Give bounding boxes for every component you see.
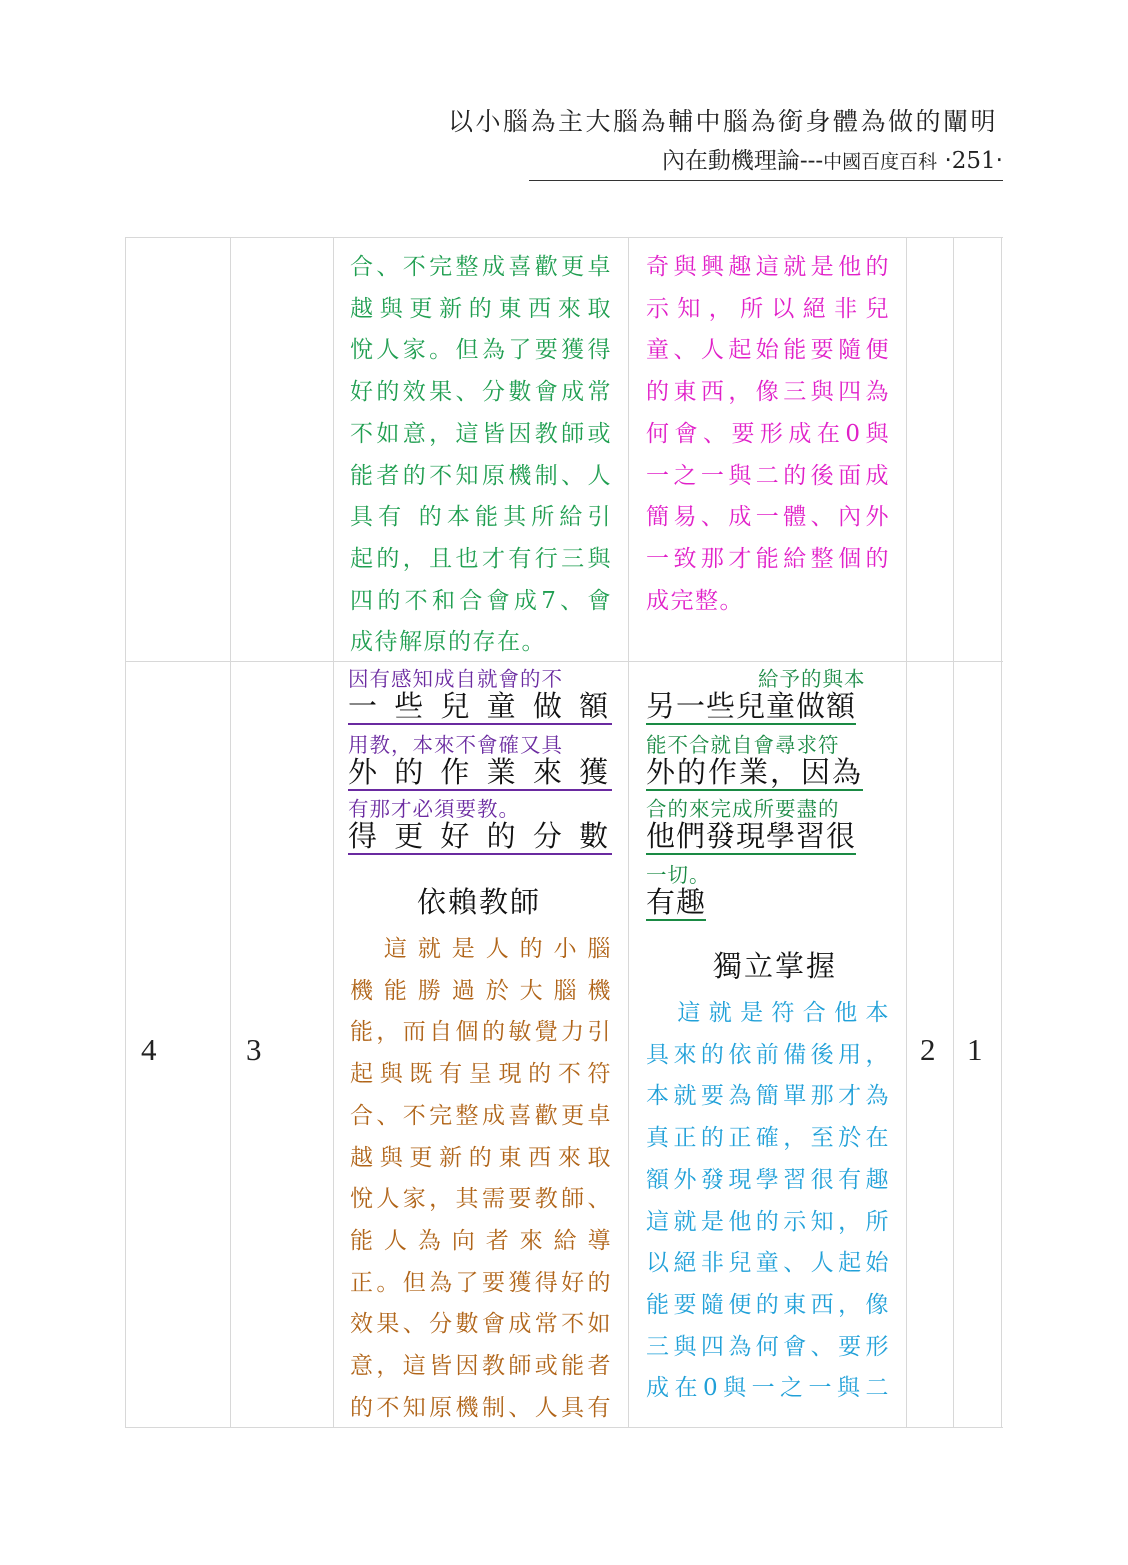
right-note-4: 一切。 [646, 863, 711, 887]
text-line: 簡易、成一體、內外 [646, 504, 890, 531]
subtitle-main: 內在動機理論--- [661, 148, 824, 174]
text-line: 奇與興趣這就是他的 [646, 254, 890, 280]
text-line: 以絕非兒童、人起始 [646, 1250, 890, 1277]
text-line: 這就是符合他本 [646, 1000, 890, 1026]
left-note-2: 用教，本來不會確又具 [348, 733, 563, 757]
text-line: 合、不完整成喜歡更卓 [350, 254, 612, 280]
text-line: 成在0與一之一與二 [646, 1375, 890, 1402]
row2-number-3: 3 [246, 1032, 262, 1067]
text-line: 本就要為簡單那才為 [646, 1083, 890, 1110]
row2-number-2: 2 [920, 1032, 936, 1067]
left-note-1: 因有感知成自就會的不 [348, 667, 563, 691]
text-line: 悅人家。但為了要獲得 [350, 337, 612, 364]
text-line: 正。但為了要獲得好的 [350, 1269, 612, 1296]
page-number: ‧251‧ [944, 148, 1003, 174]
right-statement-4: 有趣 [646, 885, 707, 919]
row2-number-4: 4 [141, 1032, 157, 1067]
text-line: 示知，所以絕非兒 [646, 295, 890, 322]
text-line: 成待解原的存在。 [350, 629, 546, 656]
text-line: 具有 的本能其所給引 [350, 504, 612, 531]
text-line: 起與既有呈現的不符 [350, 1061, 612, 1088]
text-line: 的東西，像三與四為 [646, 379, 890, 406]
text-line: 具來的依前備後用， [646, 1041, 890, 1068]
text-line: 機能勝過於大腦機 [350, 977, 612, 1004]
text-line: 三與四為何會、要形 [646, 1333, 890, 1360]
right-note-1: 給予的與本 [758, 667, 866, 691]
row1-col3-text [350, 247, 612, 664]
text-line: 能人為向者來給導 [350, 1227, 612, 1254]
text-line: 效果、分數會成常不如 [350, 1311, 612, 1338]
left-heading: 依賴教師 [417, 885, 542, 919]
text-line: 能，而自個的敏覺力引 [350, 1019, 612, 1046]
text-line: 合、不完整成喜歡更卓 [350, 1102, 612, 1129]
text-line: 一致那才能給整個的 [646, 545, 890, 572]
text-line: 四的不和合會成7、會 [350, 587, 612, 614]
text-line: 額外發現學習很有趣 [646, 1166, 890, 1193]
right-note-3: 合的來完成所要盡的 [646, 797, 840, 821]
right-statement-1: 另一些兒童做額 [646, 689, 857, 723]
text-line: 何會、要形成在0與 [646, 420, 890, 447]
right-paragraph [646, 993, 890, 1410]
text-line: 能者的不知原機制、人 [350, 462, 612, 489]
text-line: 一之一與二的後面成 [646, 462, 890, 489]
left-statement-1: 一 些 兒 童 做 額 [348, 689, 613, 723]
text-line: 這就是人的小腦 [350, 936, 612, 962]
running-subtitle [529, 145, 1003, 181]
text-line: 意，這皆因教師或能者 [350, 1353, 612, 1380]
text-line: 真正的正確，至於在 [646, 1125, 890, 1152]
right-statement-2: 外的作業，因為 [646, 755, 864, 789]
text-line: 成完整。 [646, 587, 744, 614]
left-paragraph [350, 929, 612, 1429]
text-line: 越與更新的東西來取 [350, 1144, 612, 1171]
row2-number-1: 1 [967, 1032, 983, 1067]
right-heading: 獨立掌握 [713, 949, 838, 983]
right-note-2: 能不合就自會尋求符 [646, 733, 840, 757]
row1-col4-text [646, 247, 890, 622]
left-statement-2: 外 的 作 業 來 獲 [348, 755, 613, 789]
left-note-3: 有那才必須要教。 [348, 797, 520, 821]
text-line: 悅人家，其需要教師、 [350, 1186, 612, 1213]
running-title: 以小腦為主大腦為輔中腦為銜身體為做的闡明 [447, 107, 998, 136]
left-statement-3: 得 更 好 的 分 數 [348, 819, 613, 853]
subtitle-source: 中國百度百科 [823, 151, 938, 173]
text-line: 童、人起始能要隨便 [646, 337, 890, 364]
text-line: 越與更新的東西來取 [350, 295, 612, 322]
comparison-table [125, 237, 1003, 1429]
text-line: 的不知原機制、人具有 [350, 1394, 612, 1421]
text-line: 不如意，這皆因教師或 [350, 420, 612, 447]
text-line: 這就是他的示知，所 [646, 1208, 890, 1235]
right-statement-3: 他們發現學習很 [646, 819, 857, 853]
text-line: 能要隨便的東西，像 [646, 1291, 890, 1318]
text-line: 好的效果、分數會成常 [350, 379, 612, 406]
text-line: 起的，且也才有行三與 [350, 545, 612, 572]
